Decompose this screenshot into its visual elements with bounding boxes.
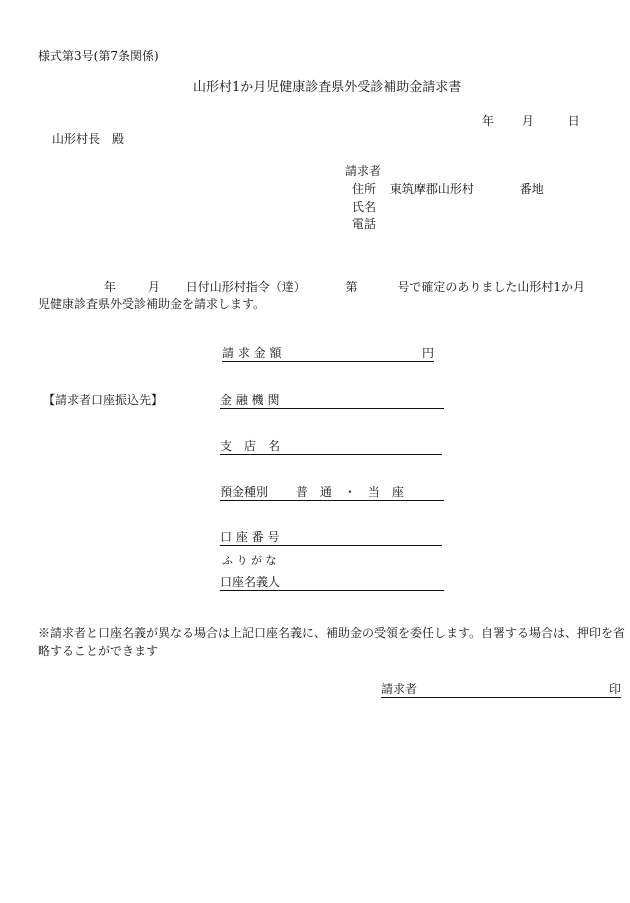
branch-label: 支 店 名 — [220, 439, 281, 453]
page-title: 山形村1か月児健康診査県外受診補助金請求書 — [193, 80, 462, 95]
body-date-text: 日付山形村指令（達） — [185, 280, 306, 294]
form-number: 様式第3号(第7条関係) — [38, 49, 159, 63]
account-number-field[interactable] — [220, 529, 442, 546]
account-holder-field[interactable] — [220, 574, 444, 591]
amount-unit: 円 — [421, 346, 434, 360]
institution-field[interactable] — [220, 392, 444, 409]
bank-section-heading: 【請求者口座振込先】 — [43, 393, 164, 407]
branch-field[interactable] — [220, 438, 442, 455]
claimant-heading: 請求者 — [345, 164, 382, 178]
date-day: 日 — [567, 114, 580, 128]
addressee: 山形村長 殿 — [52, 132, 125, 146]
signature-field[interactable] — [381, 681, 621, 698]
body-line-1 — [104, 279, 585, 295]
account-holder-label: 口座名義人 — [220, 575, 281, 589]
address-value: 東筑摩郡山形村 — [389, 182, 474, 196]
date-year: 年 — [482, 114, 495, 128]
name-label: 氏名 — [352, 200, 377, 214]
amount-field[interactable] — [222, 345, 434, 362]
delegation-note: ※請求者と口座名義が異なる場合は上記口座名義に、補助金の受領を委任します。自署する場合は、押印を省略することができます — [38, 626, 626, 658]
seal-mark: 印 — [608, 682, 621, 696]
address-label: 住所 — [352, 182, 377, 196]
claimant-address-row — [352, 181, 544, 197]
body-year: 年 — [104, 280, 117, 294]
date-month: 月 — [521, 114, 534, 128]
furigana-label: ふ り が な — [222, 554, 277, 567]
address-suffix: 番地 — [519, 182, 544, 196]
body-month: 月 — [147, 280, 160, 294]
date-line — [482, 113, 580, 129]
deposit-type-field[interactable] — [220, 484, 444, 501]
phone-label: 電話 — [352, 217, 377, 231]
deposit-type-label: 預金種別 — [220, 485, 269, 499]
amount-label: 請 求 金 額 — [222, 346, 282, 360]
body-line1-rest: 号で確定のありました山形村1か月 — [397, 280, 586, 294]
signature-label: 請求者 — [381, 682, 418, 696]
institution-label: 金 融 機 関 — [220, 393, 280, 407]
deposit-type-options: 普 通 ・ 当 座 — [295, 485, 404, 499]
account-number-label: 口 座 番 号 — [220, 530, 280, 544]
body-number-prefix: 第 — [345, 280, 358, 294]
body-line-2: 児健康診査県外受診補助金を請求します。 — [38, 297, 266, 311]
